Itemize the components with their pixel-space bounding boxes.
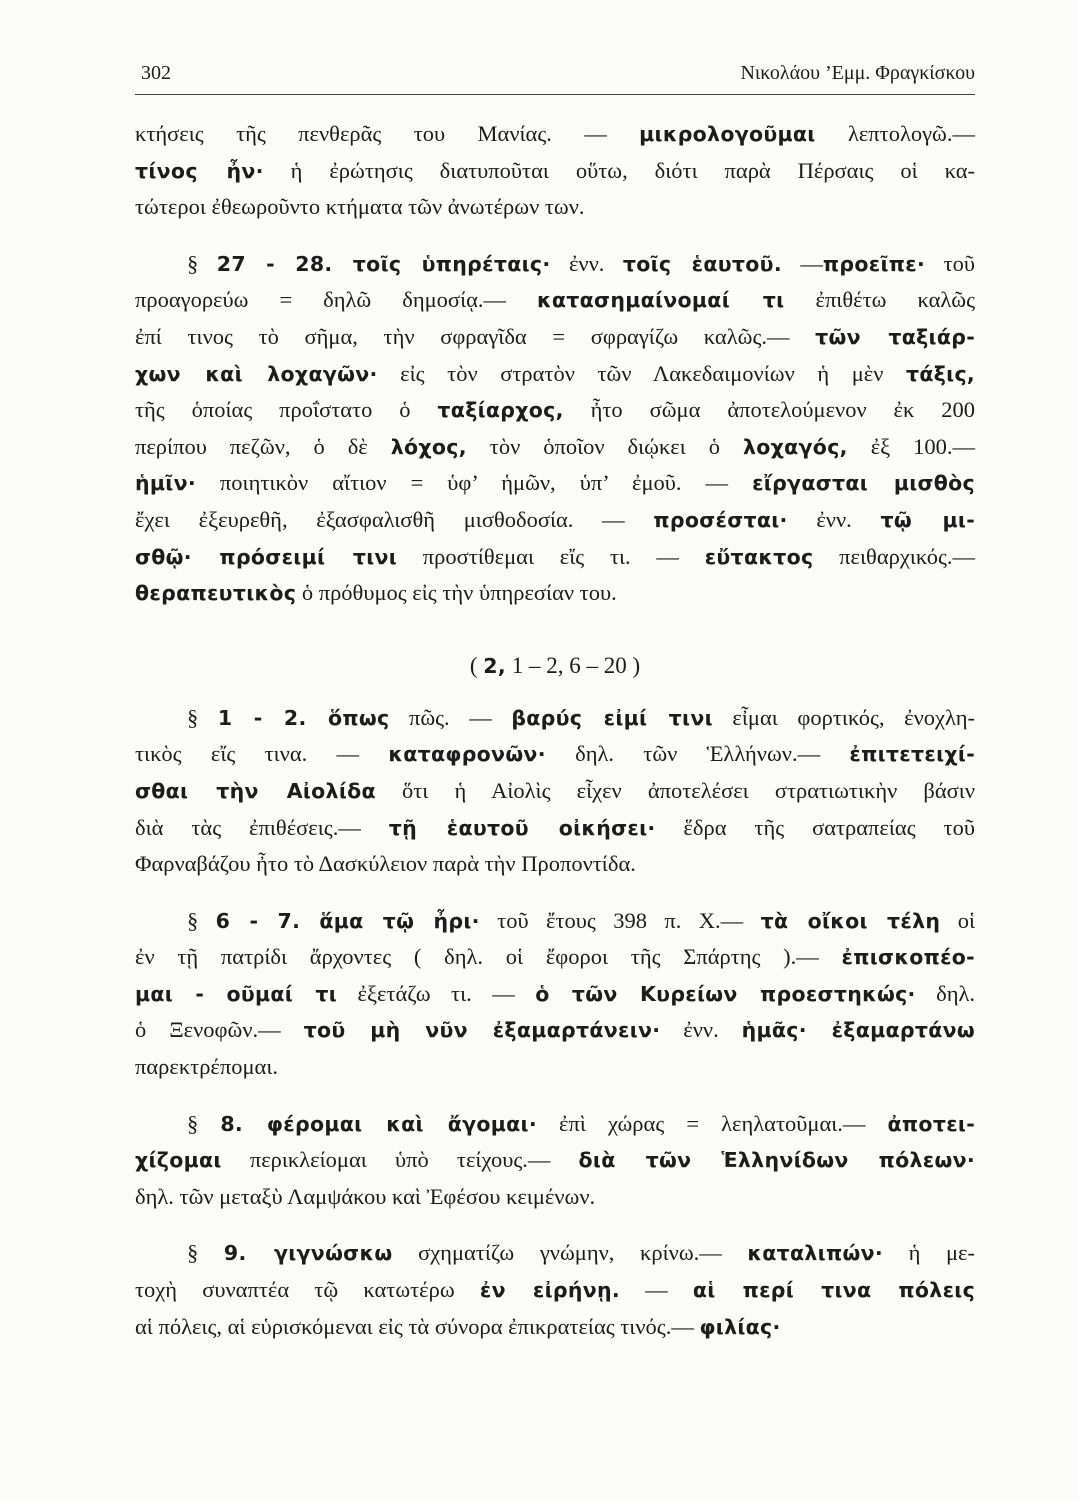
text-line <box>135 502 975 539</box>
gloss-text: — <box>619 1277 693 1303</box>
lemma-text: χίζομαι <box>135 1148 222 1173</box>
text-line <box>135 1309 975 1346</box>
gloss-text: ἔχει ἐξευρεθῆ, ἐξασφαλισθῆ μισθοδοσία. — <box>135 506 654 532</box>
paragraph-gap <box>135 1086 975 1106</box>
lemma-text: προεῖπε· <box>822 251 926 276</box>
book-page <box>135 0 975 1500</box>
gloss-text: κτήσεις τῆς πενθερᾶς του Μανίας. — <box>135 121 640 146</box>
lemma-text: ἡμῖν· <box>135 471 196 496</box>
section-heading <box>135 640 975 692</box>
lemma-text: φιλίας· <box>699 1314 781 1339</box>
running-head <box>135 56 975 92</box>
gloss-text: πῶς. — <box>389 704 512 730</box>
commentary-paragraph <box>135 700 975 883</box>
paragraph-gap <box>135 883 975 903</box>
gloss-text: ἡ ἐρώτησις διατυποῦται οὕτω, διότι παρὰ Πέρσαις οἱ κα- <box>263 157 975 183</box>
text-line <box>135 282 975 319</box>
lemma-text: 8. φέρομαι καὶ ἄγομαι· <box>220 1111 537 1136</box>
gloss-text: ἐξετάζω τι. — <box>337 980 536 1006</box>
paragraph-gap <box>135 226 975 246</box>
text-line <box>135 116 975 153</box>
lemma-text: ἀποτει- <box>887 1111 976 1136</box>
text-line <box>135 700 975 737</box>
lemma-text: μαι - οῦμαί τι <box>135 981 338 1006</box>
gloss-text: ὅτι ἡ Αἰολὶς εἶχεν ἀποτελέσει στρατιωτικὴν βάσιν <box>375 777 975 803</box>
gloss-text: παρεκτρέπομαι. <box>135 1054 279 1080</box>
gloss-text: δηλ. τῶν μεταξὺ Λαμψάκου καὶ Ἐφέσου κειμένων. <box>135 1183 596 1209</box>
lemma-text: θεραπευτικὸς <box>135 581 297 606</box>
gloss-text: διὰ τὰς ἐπιθέσεις.— <box>135 814 389 840</box>
section-heading-number: 2, <box>483 653 506 678</box>
gloss-text: δηλ. τῶν Ἑλλήνων.— <box>545 741 850 767</box>
gloss-text: § <box>187 1240 224 1266</box>
text-line <box>135 1235 975 1272</box>
gloss-text: προστίθεμαι εἴς τι. — <box>397 543 705 569</box>
gloss-text: ἐπί τινος τὸ σῆμα, τὴν σφραγῖδα = σφραγίζω καλῶς.— <box>135 323 816 349</box>
text-line <box>135 736 975 773</box>
lemma-text: αἱ περί τινα πόλεις <box>692 1278 976 1303</box>
gloss-text: ἦτο σῶμα ἀποτελούμενον ἐκ 200 <box>563 397 975 423</box>
lemma-text: προσέσται· <box>653 507 788 532</box>
lemma-text: ὁ τῶν Κυρείων προεστηκώς· <box>535 981 916 1006</box>
gloss-text: σχηματίζω γνώμην, κρίνω.— <box>392 1240 748 1266</box>
gloss-text: τοῦ ἔτους 398 π. Χ.— <box>479 907 761 933</box>
text-line <box>135 903 975 940</box>
lemma-text: κατασημαίνομαί τι <box>537 288 785 313</box>
lemma-text: τάξις, <box>905 361 975 386</box>
text-line <box>135 976 975 1013</box>
gloss-text: οἱ <box>940 907 976 933</box>
gloss-text: δηλ. <box>915 980 976 1006</box>
commentary-paragraph <box>135 1106 975 1216</box>
commentary-paragraph <box>135 116 975 226</box>
gloss-text: ὁ πρόθυμος εἰς τὴν ὑπηρεσίαν του. <box>296 580 617 606</box>
lemma-text: τοῦ μὴ νῦν ἐξαμαρτάνειν· <box>303 1018 661 1043</box>
lemma-text: ἐπισκοπέο- <box>841 945 975 970</box>
lemma-text: ἡμᾶς· ἐξαμαρτάνω <box>741 1018 975 1043</box>
gloss-text: § <box>187 704 218 730</box>
text-line <box>135 939 975 976</box>
gloss-text: τὸν ὁποῖον διῴκει ὁ <box>466 433 743 459</box>
gloss-text: ἕδρα τῆς σατραπείας τοῦ <box>655 814 975 840</box>
gloss-text: τῆς ὁποίας προΐστατο ὁ <box>135 397 438 423</box>
lemma-text: τῇ ἑαυτοῦ οἰκήσει· <box>388 815 656 840</box>
text-line <box>135 153 975 190</box>
gloss-text: λεπτολογῶ.— <box>815 121 975 146</box>
lemma-text: 6 - 7. ἅμα τῷ ἦρι· <box>215 908 480 933</box>
text-line <box>135 773 975 810</box>
lemma-text: εὔτακτος <box>704 544 814 569</box>
gloss-text: Φαρναβάζου ἦτο τὸ Δασκύλειον παρὰ τὴν Προποντίδα. <box>135 851 636 877</box>
text-line <box>135 356 975 393</box>
gloss-text: ἐπιθέτω καλῶς <box>784 287 976 313</box>
page-number: 302 <box>141 62 171 84</box>
gloss-text: ἐν τῇ πατρίδι ἄρχοντες ( δηλ. οἱ ἔφοροι τῆς Σπάρτης ).— <box>135 944 842 970</box>
lemma-text: καταφρονῶν· <box>388 742 546 767</box>
gloss-text: ποιητικὸν αἴτιον = ὑφ’ ἡμῶν, ὑπ’ ἐμοῦ. — <box>195 470 753 496</box>
text-line <box>135 429 975 466</box>
text-line <box>135 189 975 226</box>
text-line <box>135 810 975 847</box>
lemma-text: 27 - 28. τοῖς ὑπηρέταις· <box>216 251 551 276</box>
lemma-text: ταξίαρχος, <box>437 398 564 423</box>
text-line <box>135 539 975 576</box>
gloss-text: — <box>781 250 823 276</box>
gloss-text: τικὸς εἴς τινα. — <box>135 741 389 767</box>
gloss-text: περίπου πεζῶν, ὁ δὲ <box>135 433 391 459</box>
lemma-text: τῷ μι- <box>880 507 975 532</box>
gloss-text: § <box>187 250 217 276</box>
lemma-text: σθαι τὴν Αἰολίδα <box>135 778 376 803</box>
gloss-text: αἱ πόλεις, αἱ εὑρισκόμεναι εἰς τὰ σύνορα ἐπικρατείας τινός.— <box>135 1313 700 1339</box>
lemma-text: χων καὶ λοχαγῶν· <box>135 361 378 386</box>
commentary-paragraph <box>135 903 975 1086</box>
text-line <box>135 575 975 612</box>
text-line <box>135 1142 975 1179</box>
gloss-text: περικλείομαι ὑπὸ τείχους.— <box>221 1147 579 1173</box>
paragraph-gap <box>135 1215 975 1235</box>
lemma-text: λόχος, <box>390 434 467 459</box>
lemma-text: ἐπιτετειχί- <box>849 742 975 767</box>
gloss-text: ἐνν. <box>550 250 623 276</box>
gloss-text: τοῦ <box>925 250 976 276</box>
lemma-text: τῶν ταξιάρ- <box>815 324 976 349</box>
gloss-text: προαγορεύω = δηλῶ δημοσίᾳ.— <box>135 287 538 313</box>
lemma-text: τὰ οἴκοι τέλη <box>760 908 941 933</box>
gloss-text: ἡ με- <box>882 1240 975 1266</box>
commentary-paragraph <box>135 246 975 612</box>
lemma-text: σθῷ· πρόσειμί τινι <box>135 544 398 569</box>
gloss-text: ἐνν. <box>660 1017 742 1043</box>
lemma-text: ἐν εἰρήνῃ. <box>479 1278 620 1303</box>
text-line <box>135 1012 975 1049</box>
gloss-text: § <box>187 1110 221 1136</box>
commentary-body <box>135 116 975 1345</box>
lemma-text: βαρύς εἰμί τινι <box>511 705 713 730</box>
gloss-text: εἰς τὸν στρατὸν τῶν Λακεδαιμονίων ἡ μὲν <box>377 360 906 386</box>
lemma-text: τοῖς ἑαυτοῦ. <box>622 251 782 276</box>
lemma-text: εἴργασται μισθὸς <box>752 471 975 496</box>
header-rule <box>135 94 975 95</box>
gloss-text: τοχὴ συναπτέα τῷ κατωτέρω <box>135 1277 480 1303</box>
text-line <box>135 392 975 429</box>
text-line <box>135 1049 975 1086</box>
lemma-text: μικρολογοῦμαι <box>639 122 816 146</box>
text-line <box>135 846 975 883</box>
gloss-text: πειθαρχικός.— <box>813 543 976 569</box>
lemma-text: διὰ τῶν Ἑλληνίδων πόλεων· <box>578 1148 975 1173</box>
gloss-text: § <box>187 907 216 933</box>
commentary-paragraph <box>135 1235 975 1345</box>
text-line <box>135 246 975 283</box>
gloss-text: ἐξ 100.— <box>847 433 976 459</box>
lemma-text: καταλιπών· <box>747 1241 883 1266</box>
section-heading-prefix: ( <box>469 652 484 678</box>
paragraph-gap <box>135 612 975 632</box>
gloss-text: εἶμαι φορτικός, ἐνοχλη- <box>712 704 975 730</box>
lemma-text: τίνος ἦν· <box>135 158 264 183</box>
lemma-text: 1 - 2. ὅπως <box>217 705 390 730</box>
section-heading-range: 1 – 2, 6 – 20 ) <box>505 652 641 678</box>
text-line <box>135 319 975 356</box>
gloss-text: ἐνν. <box>787 506 881 532</box>
gloss-text: ὁ Ξενοφῶν.— <box>135 1017 304 1043</box>
gloss-text: ἐπὶ χώρας = λεηλατοῦμαι.— <box>536 1110 888 1136</box>
text-line <box>135 1272 975 1309</box>
lemma-text: 9. γιγνώσκω <box>223 1241 393 1266</box>
text-line <box>135 1179 975 1216</box>
text-line <box>135 465 975 502</box>
text-line <box>135 1106 975 1143</box>
gloss-text: τώτεροι ἐθεωροῦντο κτήματα τῶν ἀνωτέρων των. <box>135 194 585 220</box>
running-head-author: Νικολάου ’Εμμ. Φραγκίσκου <box>740 62 975 84</box>
lemma-text: λοχαγός, <box>742 434 848 459</box>
